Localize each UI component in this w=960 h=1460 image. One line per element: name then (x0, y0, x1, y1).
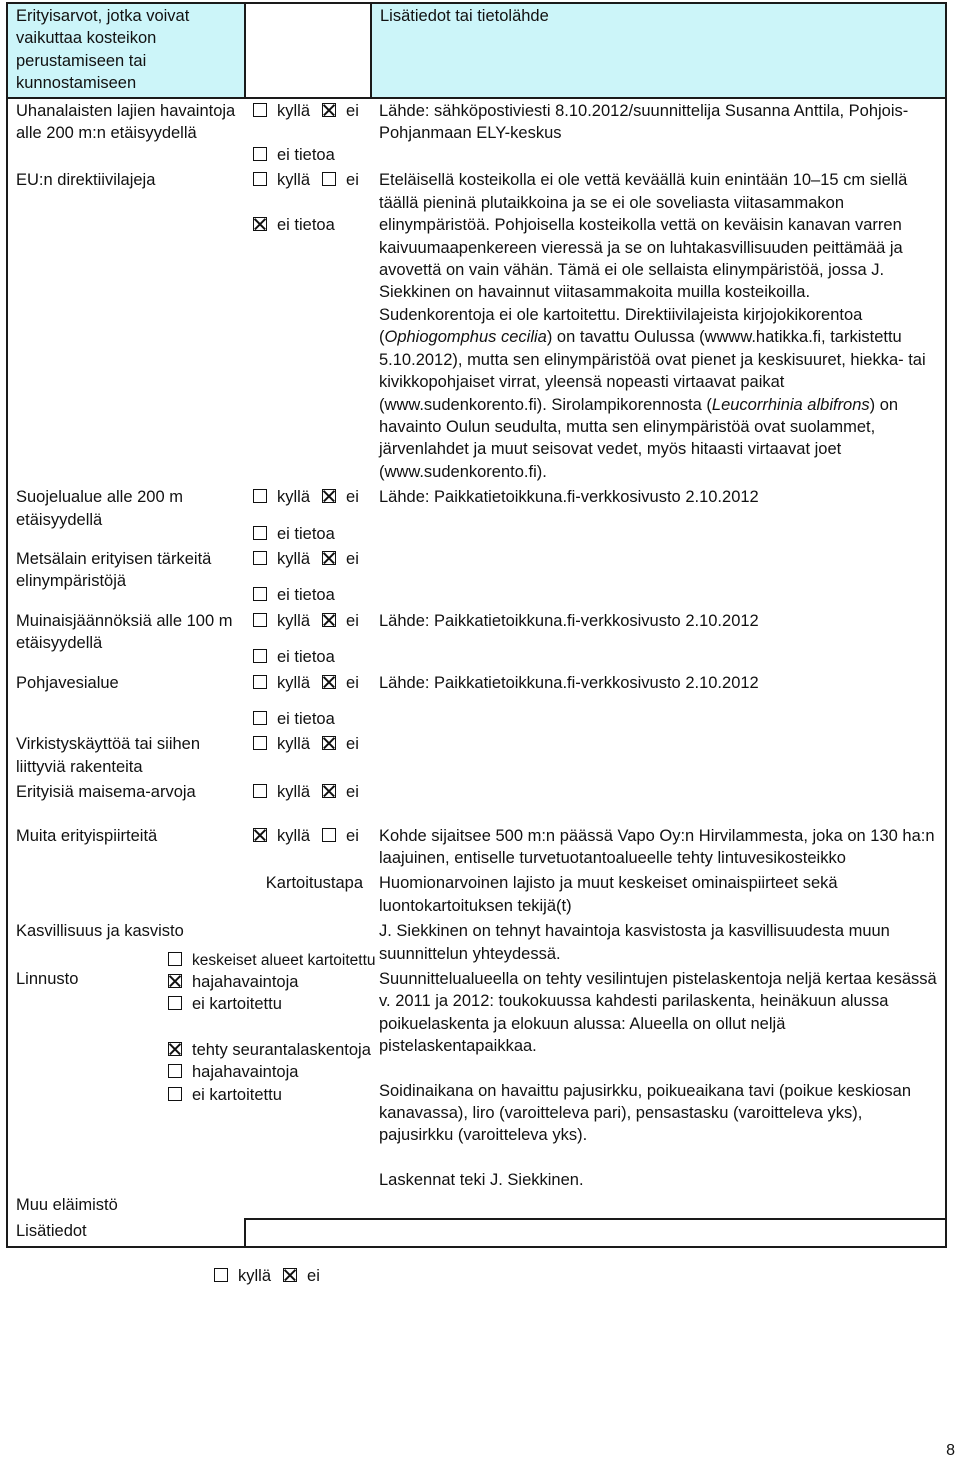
row-notes-field-2[interactable] (371, 1219, 946, 1247)
row-info: Suunnittelualueella on tehty vesilintujen pistelaskentoja neljä kertaa kesässä v. 2011 ja 2012: toukokuussa kahdesti parilaskenta, heinäkuun alussa poikuelaskenta ja elokuun alussa: Alueella on ollut neljä pistelaskentapaikkaa. Soidinaikana on havaittu pajusirkku, poikueaikana tavi (poikue keskiosan kanavassa), liro (varoitteleva pari), pensastasku (varoitteleva yks), pajusirkku (varoitteleva yks). Laskennat teki J. Siekkinen. (371, 967, 946, 1193)
checkbox-yes[interactable] (253, 613, 267, 627)
row-label: Pohjavesialue (7, 671, 245, 733)
header-left: Erityisarvot, jotka voivat vaikuttaa kosteikon perustamiseen tai kunnostamiseen (7, 3, 245, 98)
row-options: kyllä ei ei tietoa (245, 98, 371, 169)
row-label: Metsälain erityisen tärkeitä elinympäristöjä (7, 547, 245, 609)
checkbox-unknown[interactable] (253, 711, 267, 725)
checkbox-not-surveyed[interactable] (168, 996, 182, 1010)
row-label: Muinaisjäännöksiä alle 100 m etäisyydellä (7, 609, 245, 671)
row-info: Eteläisellä kosteikolla ei ole vettä keväällä kuin enintään 10–15 cm siellä täällä pieninä plutaikkoina ja se ei ole soveliasta viitasammakon elinympäristöä. Pohjoisella kosteikolla vettä on keväisin kanavan varren kaivuumaapenkereen vieressä ja se on luhtakasvillisuuden peittämää ja avovettä on vain vähän. Tämä ei ole sellaista elinympäristöä, jossa J. Siekkinen on havainnut viitasammakoita muilla kosteikoilla. Sudenkorentoja ei ole kartoitettu. Direktiivilajeista kirjojokikorentoa (Ophiogomphus cecilia) on tavattu Oulussa (wwww.hatikka.fi, tarkistettu 5.10.2012), mutta sen elinympäristöä ovat pienet ja keskisuuret, hiekka- tai kivikkopohjaiset virrat, yleensä nopeasti virtaavat paikat (www.sudenkorento.fi). Sirolampikorennosta (Leucorrhinia albifrons) on havainto Oulun seudulta, mutta sen elinympäristöä ovat suolammet, järvenlahdet ja muut seisovat vedet, myös hitaasti virtaavat joet (www.sudenkorento.fi). (371, 168, 946, 485)
checkbox-yes[interactable] (253, 551, 267, 565)
row-label: Suojelualue alle 200 m etäisyydellä (7, 485, 245, 547)
survey-method-label: Kartoitustapa (7, 871, 371, 919)
checkbox-unknown[interactable] (253, 147, 267, 161)
form-table-container (6, 2, 947, 1285)
row-recreation (7, 732, 946, 780)
row-birds (7, 967, 946, 1193)
row-info-empty (371, 1193, 946, 1218)
row-label: Virkistyskäyttöä tai siihen liittyviä rakenteita (7, 732, 245, 780)
checkbox-no-checked[interactable] (322, 736, 336, 750)
row-options: kyllä ei ei tietoa (245, 485, 371, 547)
checkbox-yes[interactable] (214, 1268, 228, 1282)
row-label: Lisätiedot (7, 1219, 245, 1247)
row-label: Erityisiä maisema-arvoja (7, 780, 245, 823)
survey-method-info: Huomionarvoinen lajisto ja muut keskeiset ominaispiirteet sekä luontokartoituksen tekijä(t) (371, 871, 946, 919)
row-info: Lähde: Paikkatietoikkuna.fi-verkkosivusto 2.10.2012 (371, 671, 946, 733)
checkbox-yes[interactable] (253, 103, 267, 117)
row-info: J. Siekkinen on tehnyt havaintoja kasvistosta ja kasvillisuudesta muun suunnittelun yhteydessä. (371, 919, 946, 967)
checkbox-no-checked[interactable] (322, 613, 336, 627)
row-protected-area (7, 485, 946, 547)
row-options: kyllä ei (245, 732, 371, 780)
checkbox-unknown[interactable] (253, 587, 267, 601)
checkbox-unknown-checked[interactable] (253, 217, 267, 231)
checkbox-no-checked[interactable] (322, 103, 336, 117)
checkbox-yes[interactable] (253, 736, 267, 750)
header-spacer (245, 3, 371, 98)
special-values-table (6, 2, 947, 1248)
row-forest-act (7, 547, 946, 609)
checkbox-no-checked[interactable] (283, 1268, 297, 1282)
row-eu-directive (7, 168, 946, 485)
checkbox-no-checked[interactable] (322, 784, 336, 798)
row-label: Uhanalaisten lajien havaintoja alle 200 m:n etäisyydellä (7, 98, 245, 169)
header-right: Lisätiedot tai tietolähde (371, 3, 946, 98)
row-options: kyllä ei ei tietoa (245, 547, 371, 609)
row-label: Kasvillisuus ja kasvisto (7, 919, 245, 967)
checkbox-yes[interactable] (253, 675, 267, 689)
row-options: kyllä ei (245, 824, 371, 872)
other-fauna-options: kyllä ei (214, 1265, 320, 1287)
row-vegetation (7, 919, 946, 967)
row-label: Muu eläimistö (7, 1193, 245, 1218)
row-label: Muita erityispiirteitä (7, 824, 245, 872)
row-info-empty (371, 547, 946, 609)
checkbox-yes-checked[interactable] (253, 828, 267, 842)
birds-options: tehty seurantalaskentoja hajahavaintoja ei kartoitettu (168, 1039, 403, 1106)
checkbox-scattered-obs[interactable] (168, 1064, 182, 1078)
header-row (7, 3, 946, 98)
row-label: EU:n direktiivilajeja (7, 168, 245, 485)
checkbox-no[interactable] (322, 828, 336, 842)
row-notes-field[interactable] (245, 1219, 371, 1247)
row-info: Lähde: Paikkatietoikkuna.fi-verkkosivusto 2.10.2012 (371, 485, 946, 547)
row-options: kyllä ei ei tietoa (245, 609, 371, 671)
row-info-empty (371, 732, 946, 780)
row-options: kyllä ei ei tietoa (245, 671, 371, 733)
row-survey-method (7, 871, 946, 919)
checkbox-not-surveyed[interactable] (168, 1087, 182, 1101)
checkbox-scattered-obs-checked[interactable] (168, 974, 182, 988)
row-info: Kohde sijaitsee 500 m:n päässä Vapo Oy:n Hirvilammesta, joka on 130 ha:n laajuinen, entiselle turvetuotantoalueelle tehty lintuvesikosteikko (371, 824, 946, 872)
checkbox-yes[interactable] (253, 489, 267, 503)
row-other-fauna (7, 1193, 946, 1218)
row-label: Linnusto (7, 967, 245, 1193)
vegetation-options: keskeiset alueet kartoitettu hajahavaintoja ei kartoitettu (168, 950, 398, 1016)
checkbox-no[interactable] (322, 172, 336, 186)
checkbox-no-checked[interactable] (322, 675, 336, 689)
row-info: Lähde: sähköpostiviesti 8.10.2012/suunnittelija Susanna Anttila, Pohjois-Pohjanmaan ELY-keskus (371, 98, 946, 169)
checkbox-yes[interactable] (253, 784, 267, 798)
checkbox-no-checked[interactable] (322, 489, 336, 503)
checkbox-unknown[interactable] (253, 649, 267, 663)
row-options: kyllä ei ei tietoa (245, 168, 371, 485)
row-endangered-species (7, 98, 946, 169)
row-groundwater (7, 671, 946, 733)
checkbox-no-checked[interactable] (322, 551, 336, 565)
page-number: 8 (946, 1442, 955, 1459)
row-info: Lähde: Paikkatietoikkuna.fi-verkkosivusto 2.10.2012 (371, 609, 946, 671)
checkbox-unknown[interactable] (253, 526, 267, 540)
row-options-empty (245, 1193, 371, 1218)
row-ancient-relics (7, 609, 946, 671)
row-landscape (7, 780, 946, 823)
checkbox-monitoring-checked[interactable] (168, 1042, 182, 1056)
row-info-empty (371, 780, 946, 823)
checkbox-yes[interactable] (253, 172, 267, 186)
row-other-features (7, 824, 946, 872)
row-options: kyllä ei (245, 780, 371, 823)
row-notes (7, 1219, 946, 1247)
checkbox-key-areas[interactable] (168, 952, 182, 966)
